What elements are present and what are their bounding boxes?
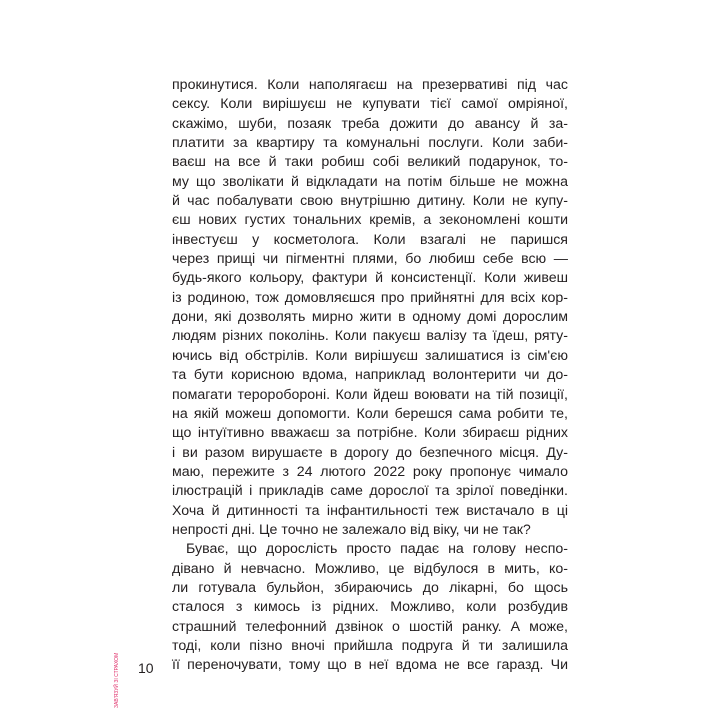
text-line: і ви разом вирушаєте в дорогу до безпечного місця. Ду-	[172, 444, 568, 461]
text-line: людям різних поколінь. Коли пакуєш валізу та їдеш, ряту-	[172, 328, 568, 345]
text-line: му що зволікати й відкладати на потім більше не можна	[172, 173, 568, 190]
text-line: що інтуїтивно вважаєш за потрібне. Коли збираєш рідних	[172, 425, 568, 442]
text-line: платити за квартиру та комунальні послуги. Коли заби-	[172, 135, 568, 152]
text-line: маю, пережите з 24 лютого 2022 року пропонує чимало	[172, 463, 568, 480]
text-line: тоді, коли пізно вночі прийшла подруга й ти залишила	[172, 637, 568, 654]
text-line: й час побалувати свою внутрішню дитину. Коли не купу-	[172, 193, 568, 210]
text-line: Хоча й дитинності та інфантильності теж вистачало в ці	[172, 502, 568, 519]
text-line: скажімо, шуби, позаяк треба дожити до авансу й за-	[172, 115, 568, 132]
text-line: будь-якого кольору, фактури й консистенції. Коли живеш	[172, 270, 568, 287]
body-text	[172, 76, 568, 676]
text-line: сексу. Коли вирішуєш не купувати тієї самої омріяної,	[172, 96, 568, 113]
text-line: єш нових густих тональних кремів, а зекономлені кошти	[172, 212, 568, 229]
text-line: інвестуєш у косметолога. Коли взагалі не паришся	[172, 231, 568, 248]
text-line: прокинутися. Коли наполягаєш на презервативі під час	[172, 77, 568, 93]
text-line: із родиною, тож домовляєшся про прийнятні для всіх кор-	[172, 289, 568, 306]
side-running-title: ЗАВ'ЯЗУЙ ЗІ СТРАХОМ	[114, 652, 120, 708]
text-line: сталося з кимось із рідних. Можливо, коли розбудив	[172, 599, 568, 616]
text-line: ли готувала бульйон, збираючись до лікарні, бо щось	[172, 579, 568, 596]
text-line: страшний телефонний дзвінок о шостій ранку. А може,	[172, 618, 568, 635]
text-line: ілюстрацій і прикладів саме дорослої та зрілої поведінки.	[172, 483, 568, 500]
text-line: та бути корисною вдома, наприклад волонтерити чи до-	[172, 367, 568, 384]
text-line: дівано й невчасно. Можливо, це відбулося в мить, ко-	[172, 560, 568, 577]
text-line: дони, які дозволять мирно жити в одному домі дорослим	[172, 309, 568, 326]
text-line: через прищі чи пігментні плями, бо любиш себе всю —	[172, 251, 568, 268]
text-line: ваєш на все й таки робиш собі великий подарунок, то-	[172, 154, 568, 171]
text-line: непрості дні. Це точно не залежало від віку, чи не так?	[172, 521, 531, 538]
text-line: її переночувати, тому що в неї вдома не все гаразд. Чи	[172, 657, 568, 674]
paragraph-start-line: Буває, що дорослість просто падає на голову неспо-	[186, 541, 568, 558]
page-number: 10	[138, 660, 154, 676]
text-line: ючись від обстрілів. Коли вирішуєш залишатися із сім'єю	[172, 347, 568, 364]
text-line: помагати тероробороні. Коли йдеш воювати на тій позиції,	[172, 386, 568, 403]
text-line: на якій можеш допомогти. Коли берешся сама робити те,	[172, 405, 568, 422]
